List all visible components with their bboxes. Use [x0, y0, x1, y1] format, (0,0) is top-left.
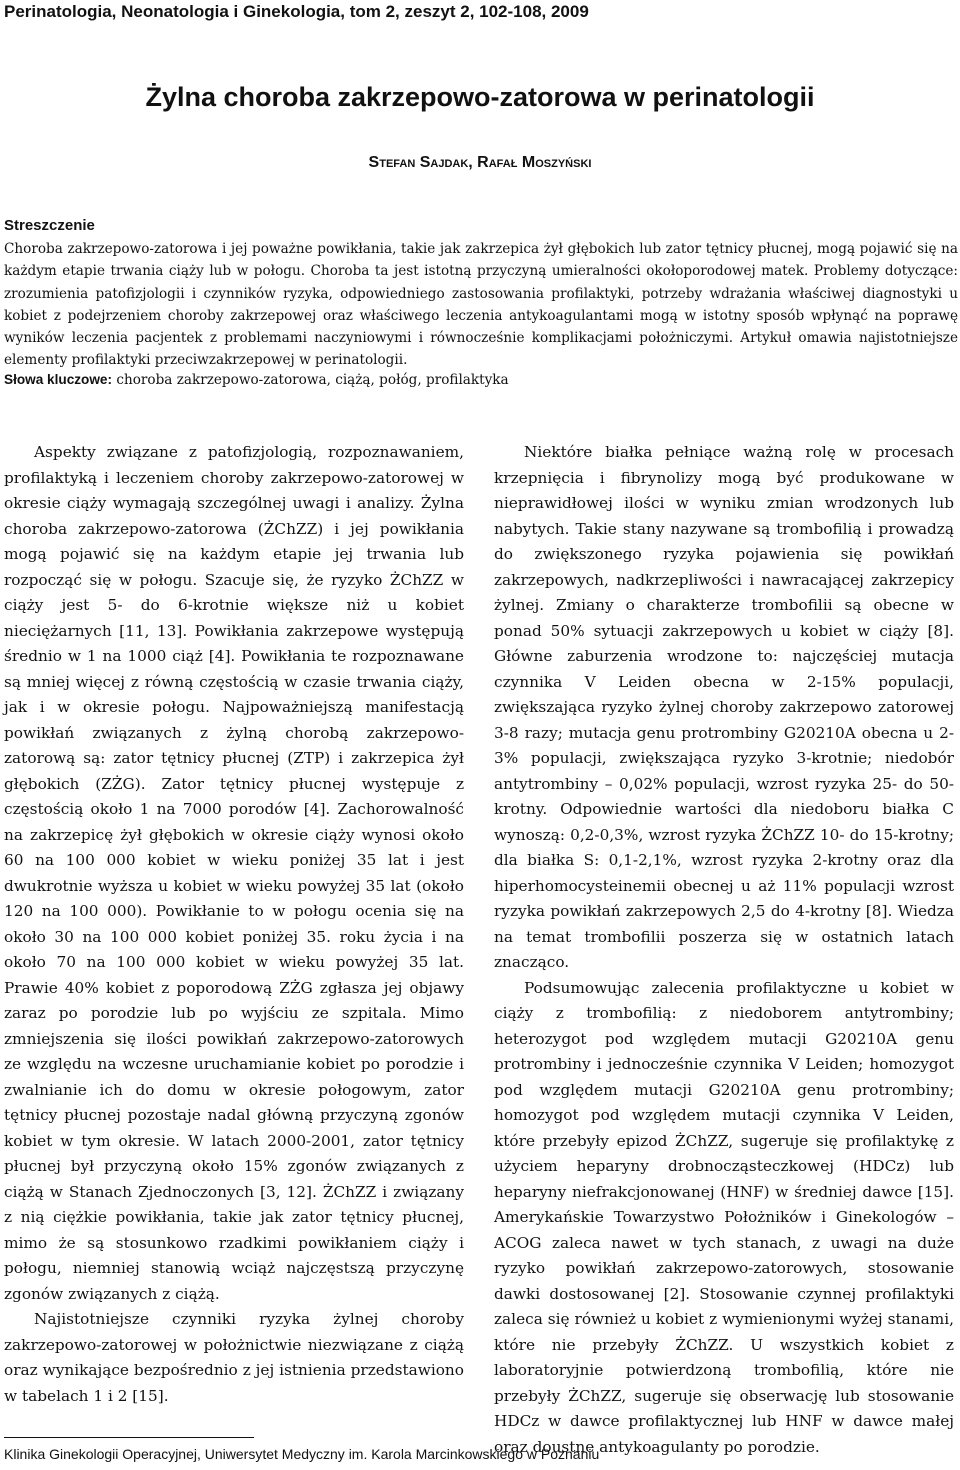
keywords-text: choroba zakrzepowo-zatorowa, ciążą, połóg, profilaktyka: [116, 372, 509, 388]
authors: Stefan Sajdak, Rafał Moszyński: [368, 154, 592, 171]
affiliation-footer: Klinika Ginekologii Operacyjnej, Uniwersytet Medyczny im. Karola Marcinkowskiego w Poznaniu: [4, 1446, 600, 1462]
article-title: Żylna choroba zakrzepowo-zatorowa w perinatologii: [145, 82, 815, 112]
footer-divider: [4, 1437, 254, 1438]
paragraph: Niektóre białka pełniące ważną rolę w procesach krzepnięcia i fibrynolizy mogą być produkowane w nieprawidłowej ilości w wyniku zmian wrodzonych lub nabytych. Takie stany nazywane są trombofilią i prowadzą do zwiększonego ryzyka pojawienia się powikłań zakrzepowych, nadkrzepliwości i nawracającej zakrzepicy żylnej. Zmiany o charakterze trombofilii są obecne w ponad 50% sytuacji zakrzepowych u kobiet w ciąży [8]. Główne zaburzenia wrodzone to: najczęściej mutacja czynnika V Leiden obecna w 2-15% populacji, zwiększająca ryzyko żylnej choroby zakrzepowo zatorowej 3-8 razy; mutacja genu protrombiny G20210A obecna u 2-3% populacji, zwiększająca ryzyko 3-krotnie; niedobór antytrombiny – 0,02% populacji, wzrost ryzyka 25- do 50-krotny. Odpowiednie wartości dla niedoboru białka C wynoszą: 0,2-0,3%, wzrost ryzyka ŻChZZ 10- do 15-krotny; dla białka S: 0,1-2,1%, wzrost ryzyka 2-krotny oraz dla hiperhomocysteinemii obecnej u aż 11% populacji wzrost ryzyka powikłań zakrzepowych 2,5 do 4-krotny [8]. Wiedza na temat trombofilii poszerza się w ostatnich latach znacząco.: [494, 443, 954, 971]
paragraph: Najistotniejsze czynniki ryzyka żylnej choroby zakrzepowo-zatorowej w położnictwie niezwiązane z ciążą oraz wynikające bezpośrednio z jej istnienia przedstawiono w tabelach 1 i 2 [15].: [4, 1310, 464, 1405]
body-column-right: [494, 440, 954, 1460]
body-column-left: [4, 440, 464, 1409]
keywords-label: Słowa kluczowe:: [4, 372, 113, 387]
journal-header: Perinatologia, Neonatologia i Ginekologia, tom 2, zeszyt 2, 102-108, 2009: [4, 2, 589, 21]
abstract-text: Choroba zakrzepowo-zatorowa i jej poważne powikłania, takie jak zakrzepica żył głębokich lub zator tętnicy płucnej, mogą pojawić się na każdym etapie trwania ciąży lub w połogu. Choroba ta jest istotną przyczyną umieralności okołoporodowej matek. Problemy dotyczące: zrozumienia patofizjologii i czynników ryzyka, odpowiedniego zastosowania profilaktyki, potrzeby wdrażania właściwej diagnostyki u kobiet z podejrzeniem choroby zakrzepowej oraz właściwego leczenia antykoagulantami mogą w istotny sposób wpłynąć na poprawę wyników leczenia pacjentek z problemami naczyniowymi i równocześnie komplikacjami położniczymi. Artykuł omawia najistotniejsze elementy profilaktyki przeciwzakrzepowej w perinatologii.: [4, 241, 958, 369]
paragraph: Aspekty związane z patofizjologią, rozpoznawaniem, profilaktyką i leczeniem choroby zakrzepowo-zatorowej w okresie ciąży wymagają szczególnej uwagi i analizy. Żylna choroba zakrzepowo-zatorowa (ŻChZZ) i jej powikłania mogą pojawić się na każdym etapie jej trwania lub rozpocząć się w połogu. Szacuje się, że ryzyko ŻChZZ w ciąży jest 5- do 6-krotnie większe niż u kobiet nieciężarnych [11, 13]. Powikłania zakrzepowe występują średnio w 1 na 1000 ciąż [4]. Powikłania te rozpoznawane są mniej więcej z równą częstością w czasie trwania ciąży, jak i w okresie połogu. Najpoważniejszą manifestacją powikłań związanych z żylną chorobą zakrzepowo-zatorową są: zator tętnicy płucnej (ZTP) i zakrzepica żył głębokich (ZŻG). Zator tętnicy płucnej występuje z częstością około 1 na 7000 porodów [4]. Zachorowalność na zakrzepicę żył głębokich w okresie ciąży wynosi około 60 na 100 000 kobiet w wieku poniżej 35 lat i jest dwukrotnie wyższa u kobiet w wieku powyżej 35 lat (około 120 na 100 000). Powikłanie to w połogu ocenia się na około 30 na 100 000 kobiet poniżej 35. roku życia i na około 70 na 100 000 kobiet w wieku powyżej 35 lat. Prawie 40% kobiet z poporodową ZŻG zgłasza jej objawy zaraz po porodzie lub po wyjściu ze szpitala. Mimo zmniejszenia się ilości powikłań zakrzepowo-zatorowych ze względu na wczesne uruchamianie kobiet po porodzie i zwalnianie ich do domu w okresie połogowym, zator tętnicy płucnej pozostaje nadal główną przyczyną zgonów kobiet w tym okresie. W latach 2000-2001, zator tętnicy płucnej był przyczyną około 15% zgonów związanych z ciążą w Stanach Zjednoczonych [3, 12]. ŻChZZ i związany z nią ciężkie powikłania, takie jak zator tętnicy płucnej, mimo że są stosunkowo rzadkimi powikłaniem ciąży i połogu, niemniej stanowią wciąż najczęstszą przyczynę zgonów związanych z ciążą.: [4, 443, 464, 1303]
abstract-heading: Streszczenie: [4, 217, 95, 234]
paragraph: Podsumowując zalecenia profilaktyczne u kobiet w ciąży z trombofilią: z niedoborem antytrombiny; heterozygot pod względem mutacji G20210A genu protrombiny i jednocześnie czynnika V Leiden; homozygot pod względem mutacji G20210A genu protrombiny; homozygot pod względem mutacji czynnika V Leiden, które przebyły epizod ŻChZZ, sugeruje się profilaktykę z użyciem heparyny drobnocząsteczkowej (HDCz) lub heparyny niefrakcjonowanej (HNF) w średniej dawce [15]. Amerykańskie Towarzystwo Położników i Ginekologów – ACOG zaleca nawet w tych stanach, z uwagi na duże ryzyko powikłań zakrzepowo-zatorowych, stosowanie dawki dostosowanej [2]. Stosowanie czynnej profilaktyki zaleca się również u kobiet z wymienionymi wyżej stanami, które nie przebyły ŻChZZ. U wszystkich kobiet z laboratoryjnie potwierdzoną trombofilią, które nie przebyły ŻChZZ, sugeruje się obserwację lub stosowanie HDCz w dawce profilaktycznej lub HNF w dawce małej oraz doustne antykoagulanty po porodzie.: [494, 978, 954, 1456]
keywords: [4, 369, 958, 391]
